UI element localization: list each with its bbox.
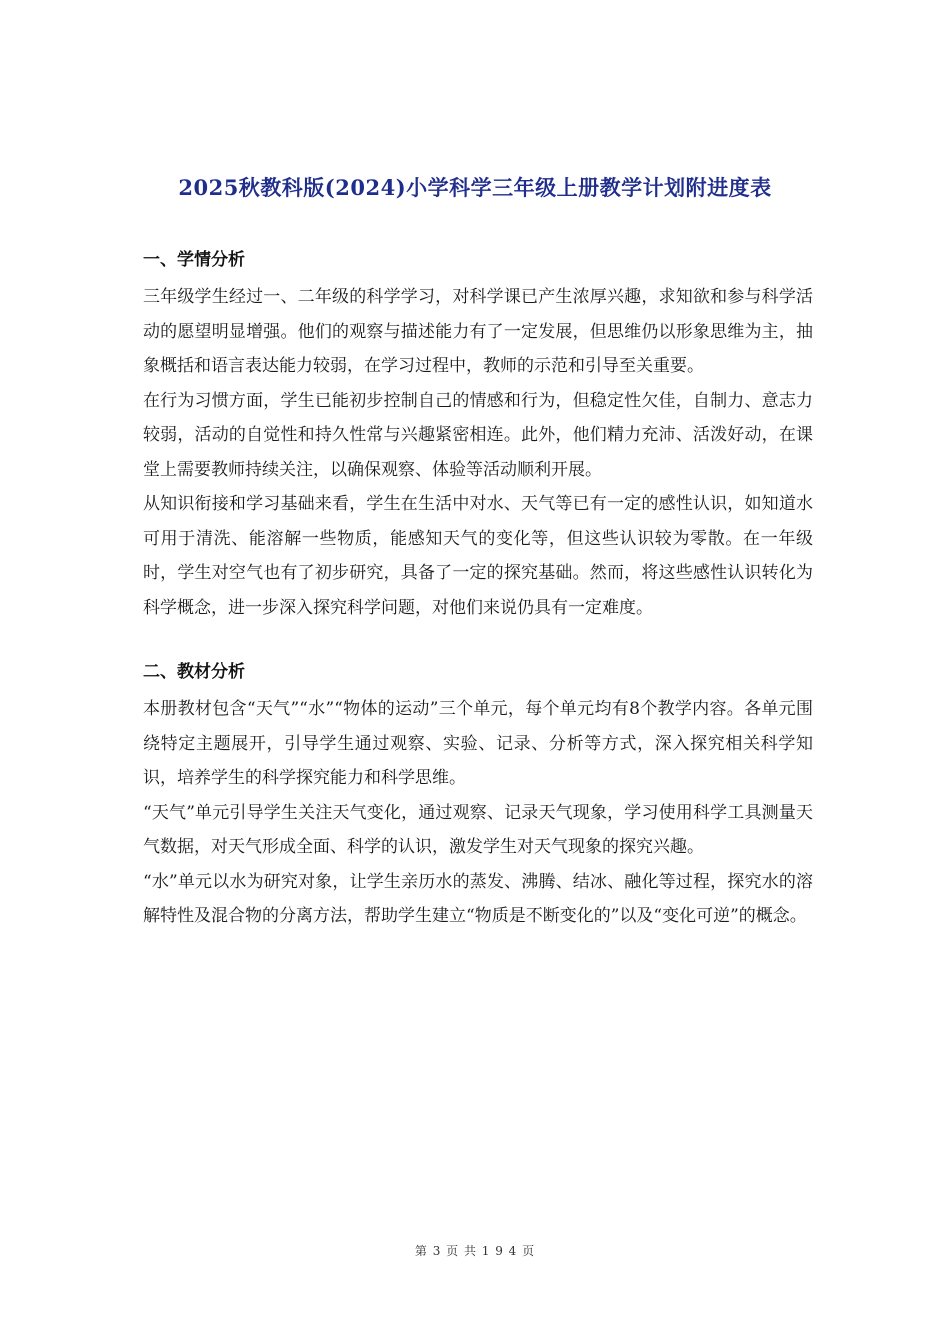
document-title: 2025秋教科版(2024)小学科学三年级上册教学计划附进度表 — [178, 175, 772, 200]
page-footer: 第 3 页 共 1 9 4 页 — [414, 1244, 536, 1258]
paragraph: 本册教材包含“天气”“水”“物体的运动”三个单元，每个单元均有8个教学内容。各单元围绕特定主题展开，引导学生通过观察、实验、记录、分析等方式，深入探究相关科学知识，培养学生的科学探究能力和科学思维。 — [143, 699, 813, 788]
paragraph: “天气”单元引导学生关注天气变化，通过观察、记录天气现象，学习使用科学工具测量天气数据，对天气形成全面、科学的认识，激发学生对天气现象的探究兴趣。 — [143, 802, 813, 857]
section-textbook-analysis — [143, 655, 813, 934]
paragraph: 从知识衔接和学习基础来看，学生在生活中对水、天气等已有一定的感性认识，如知道水可用于清洗、能溶解一些物质，能感知天气的变化等，但这些认识较为零散。在一年级时，学生对空气也有了初步研究，具备了一定的探究基础。然而，将这些感性认识转化为科学概念，进一步深入探究科学问题，对他们来说仍具有一定难度。 — [143, 494, 813, 618]
paragraph: “水”单元以水为研究对象，让学生亲历水的蒸发、沸腾、结冰、融化等过程，探究水的溶解特性及混合物的分离方法，帮助学生建立“物质是不断变化的”以及“变化可逆”的概念。 — [143, 871, 813, 926]
paragraph: 在行为习惯方面，学生已能初步控制自己的情感和行为，但稳定性欠佳，自制力、意志力较弱，活动的自觉性和持久性常与兴趣紧密相连。此外，他们精力充沛、活泼好动，在课堂上需要教师持续关注，以确保观察、体验等活动顺利开展。 — [143, 390, 813, 480]
section-learner-analysis — [143, 243, 813, 625]
section-heading: 二、教材分析 — [143, 662, 245, 682]
paragraph: 三年级学生经过一、二年级的科学学习，对科学课已产生浓厚兴趣，求知欲和参与科学活动的愿望明显增强。他们的观察与描述能力有了一定发展，但思维仍以形象思维为主，抽象概括和语言表达能力较弱，在学习过程中，教师的示范和引导至关重要。 — [143, 287, 813, 376]
document-body — [143, 243, 813, 934]
section-heading: 一、学情分析 — [143, 250, 245, 270]
